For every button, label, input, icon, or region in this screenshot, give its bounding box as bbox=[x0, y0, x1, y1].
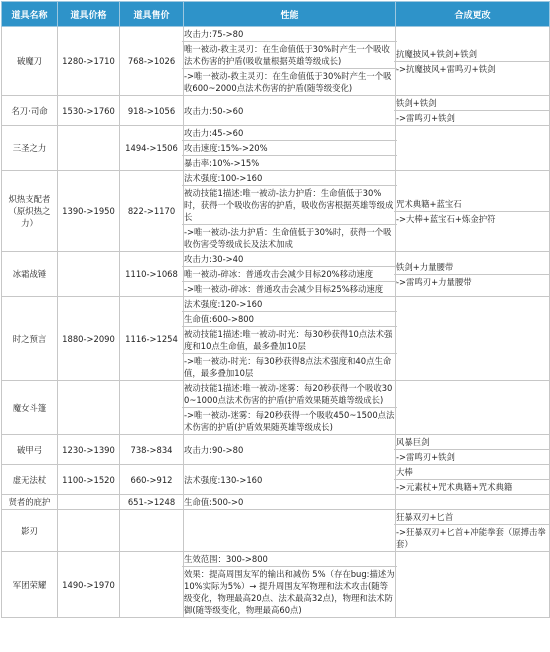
item-price-cell bbox=[58, 510, 120, 552]
table-row bbox=[2, 381, 550, 435]
performance-cell-line: 生命值:500->0 bbox=[184, 497, 244, 507]
header-performance: 性能 bbox=[184, 2, 396, 27]
craft-change-cell-line bbox=[394, 332, 550, 346]
performance-cell bbox=[184, 171, 396, 252]
item-name-cell: 军团荣耀 bbox=[2, 552, 58, 618]
craft-change-cell-line bbox=[394, 401, 550, 415]
craft-change-cell-line: ->抗魔披风+雷鸣刃+铁剑 bbox=[394, 61, 550, 76]
item-price-cell: 1880->2090 bbox=[58, 297, 120, 381]
craft-change-cell-line: 铁剑+铁剑 bbox=[396, 98, 437, 108]
performance-cell-line: 被动技能1描述:唯一被动-时光：每30秒获得10点法术强度和10点生命值，最多叠加10层 bbox=[182, 326, 397, 353]
item-sell-cell: 822->1170 bbox=[120, 171, 184, 252]
table-row bbox=[2, 495, 550, 510]
item-sell-cell: 768->1026 bbox=[120, 27, 184, 96]
table-row bbox=[2, 552, 550, 618]
item-name-cell: 冰霜战锤 bbox=[2, 252, 58, 297]
craft-change-cell-line: 铁剑+力量腰带 bbox=[396, 261, 454, 272]
craft-change-cell-line bbox=[394, 141, 550, 155]
table-row bbox=[2, 126, 550, 171]
craft-change-cell-line: ->雷鸣刃+力量腰带 bbox=[394, 274, 550, 289]
performance-cell bbox=[184, 510, 396, 552]
performance-cell-line: ->唯一被动-法力护盾：生命值低于30%时，获得一个吸收伤害受等级成长及法术加成 bbox=[182, 224, 397, 251]
header-item-sell: 道具售价 bbox=[120, 2, 184, 27]
craft-change-cell-line: 抗魔披风+铁剑+铁剑 bbox=[396, 48, 478, 59]
item-price-cell: 1100->1520 bbox=[58, 465, 120, 495]
item-name-cell: 虚无法杖 bbox=[2, 465, 58, 495]
item-price-cell: 1390->1950 bbox=[58, 171, 120, 252]
table-row bbox=[2, 510, 550, 552]
performance-cell-line: 法术强度:100->160 bbox=[184, 173, 263, 183]
craft-change-cell bbox=[396, 381, 550, 435]
table-row bbox=[2, 171, 550, 252]
performance-cell-line: 被动技能1描述:唯一被动-迷雾：每20秒获得一个吸收300~1000点法术伤害的护盾(护盾效果随英雄等级成长) bbox=[184, 383, 393, 405]
item-sell-cell bbox=[120, 510, 184, 552]
performance-cell bbox=[184, 252, 396, 297]
craft-change-cell bbox=[396, 552, 550, 618]
table-row bbox=[2, 297, 550, 381]
performance-cell bbox=[184, 126, 396, 171]
header-item-name: 道具名称 bbox=[2, 2, 58, 27]
item-price-cell: 1230->1390 bbox=[58, 435, 120, 465]
header-item-price: 道具价格 bbox=[58, 2, 120, 27]
item-price-cell bbox=[58, 495, 120, 510]
item-name-cell: 炽热支配者（原炽热之力） bbox=[2, 171, 58, 252]
craft-change-cell bbox=[396, 126, 550, 171]
item-sell-cell: 1110->1068 bbox=[120, 252, 184, 297]
craft-change-cell-line: ->狂暴双刃+匕首+冲能拳套（原搏击拳套） bbox=[394, 524, 550, 551]
craft-change-cell-line bbox=[394, 578, 550, 592]
craft-change-cell-line: ->大棒+蓝宝石+炼金护符 bbox=[394, 211, 550, 226]
performance-cell bbox=[184, 96, 396, 126]
performance-cell bbox=[184, 27, 396, 96]
item-sell-cell bbox=[120, 552, 184, 618]
performance-cell-line: 唯一被动-碎冰：普通攻击会减少目标20%移动速度 bbox=[182, 266, 397, 281]
craft-change-cell-line: 风暴巨剑 bbox=[396, 437, 430, 447]
item-sell-cell: 660->912 bbox=[120, 465, 184, 495]
item-name-cell: 影刃 bbox=[2, 510, 58, 552]
craft-change-cell-line: 咒术典籍+蓝宝石 bbox=[396, 198, 462, 209]
item-sell-cell: 651->1248 bbox=[120, 495, 184, 510]
item-name-cell: 贤者的庇护 bbox=[2, 495, 58, 510]
performance-cell-line: 法术强度:130->160 bbox=[184, 474, 263, 485]
craft-change-cell-line: ->雷鸣刃+铁剑 bbox=[394, 449, 550, 464]
performance-cell-line: 效果：提高周围友军的输出和减伤 5%（存在bug:描述为10%实际为5%）→ 提升周围友军物理和法术攻击(随等级变化，物理最高20点、法术最高32点)，物理和法术防御(随等级变化，物理最高60点) bbox=[182, 566, 397, 617]
craft-change-cell-line bbox=[394, 495, 550, 509]
performance-cell-line: 攻击力:75->80 bbox=[184, 29, 244, 39]
performance-cell-line: 被动技能1描述:唯一被动-法力护盾：生命值低于30%时，获得一个吸收伤害的护盾，吸收伤害根据英雄等级成长 bbox=[182, 185, 397, 224]
item-price-cell: 1280->1710 bbox=[58, 27, 120, 96]
table-row bbox=[2, 96, 550, 126]
craft-change-cell bbox=[396, 252, 550, 297]
performance-cell bbox=[184, 465, 396, 495]
performance-cell-line: 唯一被动-救主灵刃：在生命值低于30%时产生一个吸收法术伤害的护盾(吸收量根据英雄等级成长) bbox=[182, 41, 397, 68]
craft-change-cell bbox=[396, 465, 550, 495]
performance-cell-line: 攻击力:50->60 bbox=[184, 105, 244, 116]
craft-change-cell bbox=[396, 297, 550, 381]
table-row bbox=[2, 252, 550, 297]
performance-cell-line: 攻击力:90->80 bbox=[184, 444, 244, 455]
header-craft-change: 合成更改 bbox=[396, 2, 550, 27]
performance-cell-line: 生效范围：300->800 bbox=[184, 554, 268, 564]
table-row bbox=[2, 465, 550, 495]
performance-cell bbox=[184, 435, 396, 465]
craft-change-cell-line: 大棒 bbox=[396, 467, 413, 477]
table-header-row bbox=[2, 2, 550, 27]
craft-change-cell bbox=[396, 510, 550, 552]
performance-cell-line: ->唯一被动-救主灵刃：在生命值低于30%时产生一个吸收600~2000点法术伤害的护盾(随等级变化) bbox=[182, 68, 397, 95]
item-sell-cell: 1116->1254 bbox=[120, 297, 184, 381]
performance-cell bbox=[184, 552, 396, 618]
item-name-cell: 魔女斗篷 bbox=[2, 381, 58, 435]
item-name-cell: 时之预言 bbox=[2, 297, 58, 381]
item-sell-cell bbox=[120, 381, 184, 435]
item-name-cell: 三圣之力 bbox=[2, 126, 58, 171]
item-name-cell: 破魔刀 bbox=[2, 27, 58, 96]
item-price-cell bbox=[58, 126, 120, 171]
performance-cell-line: 攻击力:45->60 bbox=[184, 128, 244, 138]
craft-change-cell bbox=[396, 435, 550, 465]
performance-cell-line: 攻击速度:15%->20% bbox=[182, 140, 397, 155]
table-row bbox=[2, 27, 550, 96]
craft-change-cell-line: 狂暴双刃+匕首 bbox=[396, 512, 454, 522]
performance-cell bbox=[184, 495, 396, 510]
item-sell-cell: 738->834 bbox=[120, 435, 184, 465]
item-name-cell: 破甲弓 bbox=[2, 435, 58, 465]
item-sell-cell: 918->1056 bbox=[120, 96, 184, 126]
craft-change-cell bbox=[396, 495, 550, 510]
performance-cell-line bbox=[182, 524, 397, 538]
item-name-cell: 名刀·司命 bbox=[2, 96, 58, 126]
performance-cell bbox=[184, 297, 396, 381]
item-price-cell: 1490->1970 bbox=[58, 552, 120, 618]
item-price-cell bbox=[58, 381, 120, 435]
item-change-table bbox=[1, 1, 550, 618]
item-price-cell bbox=[58, 252, 120, 297]
performance-cell bbox=[184, 381, 396, 435]
table-row bbox=[2, 435, 550, 465]
performance-cell-line: ->唯一被动-碎冰：普通攻击会减少目标25%移动速度 bbox=[182, 281, 397, 296]
craft-change-cell bbox=[396, 171, 550, 252]
performance-cell-line: 攻击力:30->40 bbox=[184, 254, 244, 264]
item-price-cell: 1530->1760 bbox=[58, 96, 120, 126]
craft-change-cell-line: ->雷鸣刃+铁剑 bbox=[394, 110, 550, 125]
performance-cell-line: ->唯一被动-迷雾：每20秒获得一个吸收450~1500点法术伤害的护盾(护盾效果随英雄等级成长) bbox=[182, 407, 397, 434]
performance-cell-line: ->唯一被动-时光：每30秒获得8点法术强度和40点生命值，最多叠加10层 bbox=[182, 353, 397, 380]
performance-cell-line: 生命值:600->800 bbox=[182, 311, 397, 326]
item-sell-cell: 1494->1506 bbox=[120, 126, 184, 171]
craft-change-cell-line: ->元素杖+咒术典籍+咒术典籍 bbox=[394, 479, 550, 494]
craft-change-cell bbox=[396, 27, 550, 96]
performance-cell-line: 暴击率:10%->15% bbox=[182, 155, 397, 170]
performance-cell-line: 法术强度:120->160 bbox=[184, 299, 263, 309]
craft-change-cell bbox=[396, 96, 550, 126]
